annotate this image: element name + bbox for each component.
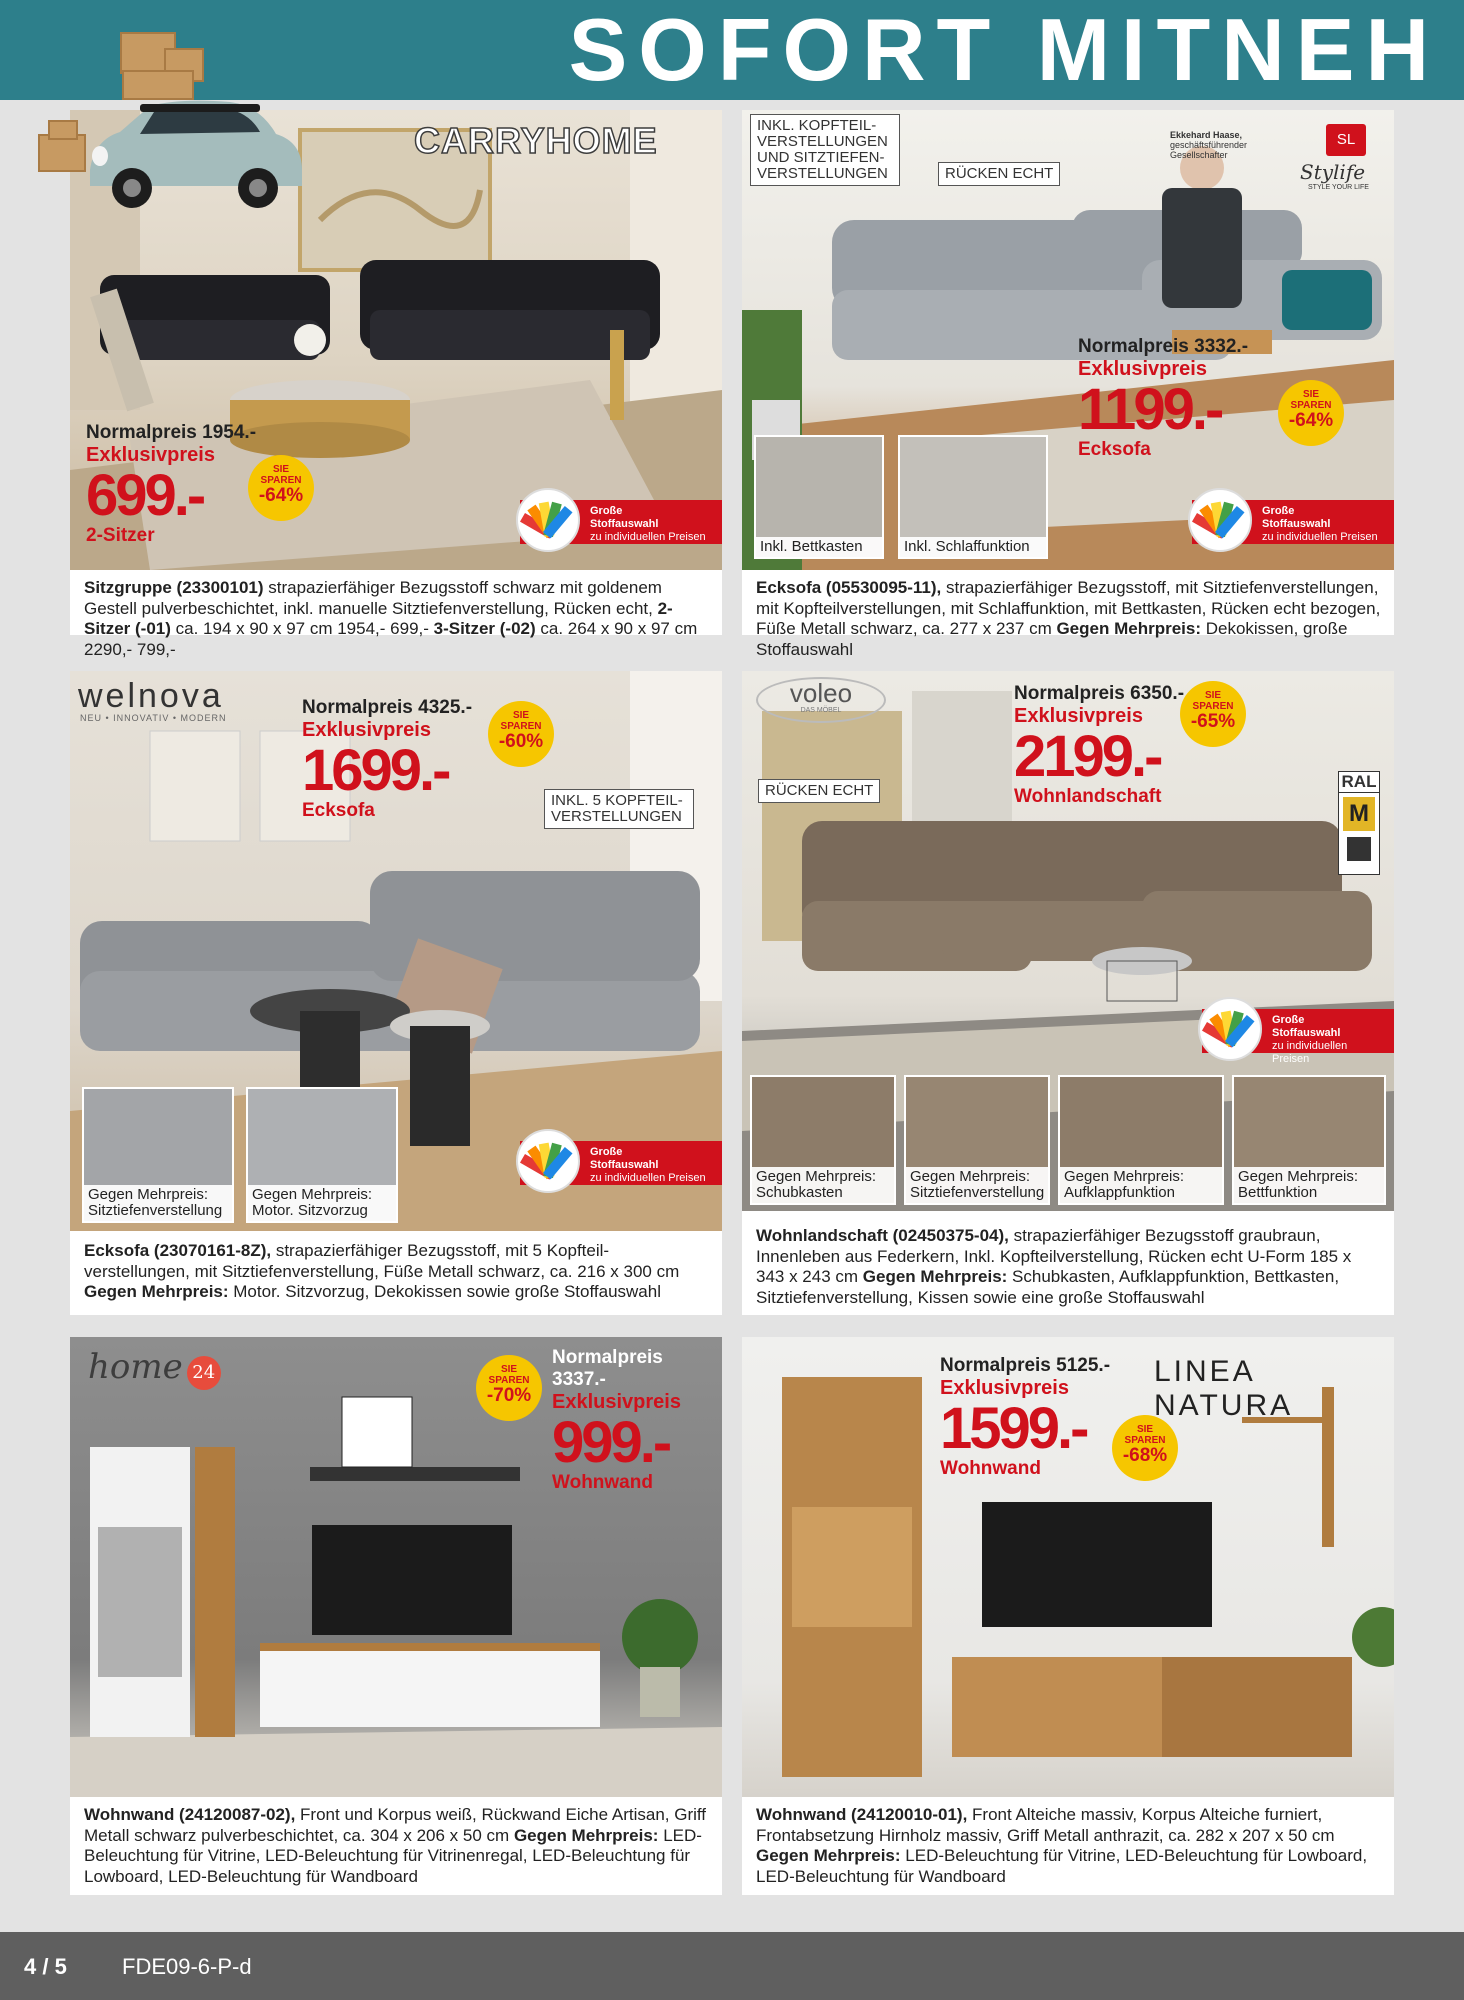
product-card-home24[interactable] (70, 1337, 722, 1895)
inset-sitztiefe (82, 1087, 234, 1223)
brand-logo: voleo (789, 678, 853, 708)
person-name: Ekkehard Haase, (1170, 130, 1243, 140)
stoff-line2: Stoffauswahl (1272, 1027, 1341, 1039)
badge-line1: SIE (272, 464, 290, 475)
desc-bold: Gegen Mehrpreis: (862, 1267, 1008, 1286)
exklusiv-label: Exklusivpreis (552, 1391, 681, 1413)
desc-text: Front und Korpus weiß, Rückwand Eiche Artisan, Griff Metall schwarz pulverbeschichtet, ca. 304 x 206 x 50 cm (84, 1805, 707, 1845)
desc-text2: Dekokissen, große Stoffauswahl (756, 619, 1348, 659)
stoff-line2: Stoffauswahl (590, 1159, 659, 1171)
brand-logo: CARRYHOME (414, 120, 658, 161)
product-card-stylife[interactable] (742, 110, 1394, 659)
inset-caption: Inkl. Schlaffunktion (900, 537, 1046, 557)
brand-subline: STYLE YOUR LIFE (1308, 184, 1369, 191)
badge-percent: -68% (1122, 1445, 1168, 1466)
desc-bold: Gegen Mehrpreis: (756, 1846, 901, 1865)
brand-logo: welnova (78, 677, 224, 715)
inset-bettfunktion (1232, 1075, 1386, 1205)
badge-line2: SPAREN (488, 1375, 530, 1386)
desc-article: Wohnwand (24120010-01), (756, 1805, 968, 1824)
inset-caption: Gegen Mehrpreis: Sitztiefenverstellung (84, 1185, 232, 1221)
inset-sitztiefe (904, 1075, 1050, 1205)
brand-logo: Stylife (1300, 160, 1366, 184)
badge-line1: SIE (1302, 389, 1320, 400)
savings-badge (1180, 681, 1246, 747)
normal-price: Normalpreis 4325.- (302, 697, 473, 718)
brand-logo-num: 24 (187, 1356, 221, 1390)
ral-quality-mark (1338, 771, 1380, 875)
inset-caption: Gegen Mehrpreis: Schubkasten (752, 1167, 894, 1203)
inset-caption: Gegen Mehrpreis: Bettfunktion (1234, 1167, 1384, 1203)
badge-line1: SIE (500, 1364, 518, 1375)
product-label: Ecksofa (302, 800, 375, 821)
product-description (84, 1805, 710, 1887)
desc-article: Ecksofa (23070161-8Z), (84, 1241, 272, 1260)
desc-article: Ecksofa (05530095-11), (756, 578, 942, 597)
badge-line1: SIE (512, 710, 530, 721)
desc-text: strapazierfähiger Bezugsstoff schwarz mit goldenem Gestell pulverbeschichtet, inkl. manuelle Sitztiefenverstellung, Rücken echt, (84, 578, 662, 618)
feature-tag: INKL. 5 KOPFTEIL- VERSTELLUNGEN (544, 789, 694, 829)
stoffauswahl-banner (1202, 1009, 1394, 1065)
normal-price: Normalpreis 6350.- (1014, 683, 1185, 704)
savings-badge (248, 455, 314, 521)
stoff-line2: Stoffauswahl (590, 518, 659, 530)
header-banner (0, 0, 1464, 100)
badge-line2: SPAREN (260, 475, 302, 486)
stoff-line1: Große (590, 1146, 623, 1158)
desc-bold2: 3-Sitzer (-02) (433, 619, 536, 638)
price-block (1014, 683, 1184, 808)
brand-logo-text: home (88, 1347, 183, 1387)
badge-line2: SPAREN (500, 721, 542, 732)
exklusiv-price: 699.- (86, 463, 204, 528)
desc-article: Sitzgruppe (23300101) (84, 578, 264, 597)
product-card-linea-natura[interactable] (742, 1337, 1394, 1895)
inset-schlaffunktion (898, 435, 1048, 559)
badge-line1: SIE (1136, 1424, 1154, 1435)
desc-bold: Gegen Mehrpreis: (84, 1282, 229, 1301)
product-image (742, 671, 1394, 1211)
badge-percent: -64% (1288, 410, 1334, 431)
desc-text2: LED-Beleuchtung für Vitrine, LED-Beleuchtung für Vitrinenregal, LED-Beleuchtung für Lowboard, LED-Beleuchtung für Wandboard (84, 1825, 702, 1886)
badge-percent: -65% (1190, 711, 1236, 732)
stoff-line3: zu individuellen Preisen (1262, 531, 1378, 543)
desc-text3: ca. 264 x 90 x 97 cm 2290,- 799,- (84, 619, 698, 659)
product-label: Ecksofa (1078, 439, 1151, 460)
badge-line1: SIE (1204, 690, 1222, 701)
product-image (742, 110, 1394, 570)
inset-caption: Gegen Mehrpreis: Sitztiefenverstellung (906, 1167, 1048, 1203)
inset-bettkasten (754, 435, 884, 559)
exklusiv-label: Exklusivpreis (940, 1377, 1069, 1399)
desc-article: Wohnwand (24120087-02), (84, 1805, 296, 1824)
badge-line2: SPAREN (1192, 701, 1234, 712)
normal-price: Normalpreis 5125.- (940, 1355, 1111, 1376)
brand-subline: NEU • INNOVATIV • MODERN (80, 713, 227, 723)
normal-price: Normalpreis 3332.- (1078, 336, 1249, 357)
price-block (1078, 336, 1248, 461)
desc-bold: Gegen Mehrpreis: (513, 1825, 659, 1845)
person-title: geschäftsführender Gesellschafter (1170, 140, 1248, 160)
desc-text2: ca. 194 x 90 x 97 cm 1954,- 699,- (170, 619, 434, 638)
ral-label: RAL (1339, 772, 1379, 793)
product-label: Wohnlandschaft (1014, 786, 1162, 807)
stoffauswahl-banner (520, 1141, 722, 1185)
fabric-fan-icon (516, 1129, 580, 1193)
badge-percent: -64% (258, 485, 304, 506)
badge-percent: -70% (486, 1385, 532, 1406)
inset-schubkasten (750, 1075, 896, 1205)
normal-price: Normalpreis 1954.- (86, 422, 257, 443)
exklusiv-label: Exklusivpreis (1078, 358, 1207, 380)
feature-tag: RÜCKEN ECHT (758, 779, 880, 803)
car-illustration (80, 90, 310, 210)
catalog-code: FDE09-6-P-d (122, 1954, 252, 1979)
price-block (940, 1355, 1110, 1480)
fabric-fan-icon (516, 488, 580, 552)
stoffauswahl-banner (1192, 500, 1394, 544)
price-block (86, 422, 256, 547)
page-indicator[interactable]: 4 / 5 (24, 1954, 67, 1979)
person-caption (1170, 130, 1270, 160)
desc-text: Front Alteiche massiv, Korpus Alteiche furniert, Frontabsetzung Hirnholz massiv, Griff Metall anthrazit, ca. 282 x 207 x 50 cm (756, 1805, 1335, 1845)
stoff-line3: zu individuellen Preisen (590, 1172, 706, 1184)
desc-text2: Motor. Sitzvorzug, Dekokissen sowie große Stoffauswahl (228, 1282, 661, 1301)
desc-text: strapazierfähiger Bezugsstoff, mit 5 Kopfteil-verstellungen, mit Sitztiefenverstellung, Füße Metall schwarz, ca. 216 x 300 cm (84, 1241, 680, 1281)
page-footer (0, 1932, 1464, 2000)
brand-logo-frame (756, 677, 886, 723)
stoff-line1: Große (1262, 505, 1295, 517)
badge-line2: SPAREN (1290, 400, 1332, 411)
brand-logo: LINEA NATURA (1154, 1355, 1294, 1422)
product-description (756, 1805, 1382, 1887)
inset-caption: Gegen Mehrpreis: Motor. Sitzvorzug (248, 1185, 396, 1221)
price-block (302, 697, 472, 822)
exklusiv-price: 999.- (552, 1410, 670, 1475)
desc-text2: Schubkasten, Aufklappfunktion, Bettkasten, Sitztiefenverstellung, Kissen sowie eine große Stoffauswahl (756, 1267, 1340, 1307)
exklusiv-label: Exklusivpreis (86, 444, 215, 466)
banner-title: SOFORT MITNEH (568, 0, 1440, 99)
inset-aufklapp (1058, 1075, 1224, 1205)
exklusiv-price: 1199.- (1078, 377, 1222, 442)
product-image (70, 1337, 722, 1797)
inset-caption: Inkl. Bettkasten (756, 537, 882, 557)
feature-tag: INKL. KOPFTEIL- VERSTELLUNGEN UND SITZTIEFEN- VERSTELLUNGEN (750, 114, 900, 186)
stoff-line3: zu individuellen Preisen (590, 531, 706, 543)
product-card-welnova[interactable] (70, 671, 722, 1315)
product-description (756, 578, 1382, 660)
desc-text: strapazierfähiger Bezugsstoff graubraun, Innenleben aus Federkern, Inkl. Kopfteilverstellung, Rücken echt U-Form 185 x 343 x 243 cm (756, 1226, 1352, 1286)
price-block (552, 1347, 722, 1494)
qr-code-icon (1347, 837, 1371, 861)
stylife-mark: SL (1326, 124, 1366, 156)
stoff-line1: Große (1272, 1014, 1305, 1026)
product-label: Wohnwand (552, 1472, 653, 1493)
desc-text2: LED-Beleuchtung für Vitrine, LED-Beleuchtung für Lowboard, LED-Beleuchtung für Wandboard (756, 1846, 1368, 1886)
stoff-line1: Große (590, 505, 623, 517)
product-image (742, 1337, 1394, 1797)
product-image (70, 671, 722, 1231)
exklusiv-label: Exklusivpreis (302, 719, 431, 741)
product-description (84, 1241, 710, 1303)
badge-percent: -60% (498, 731, 544, 752)
feature-tag-ruecken: RÜCKEN ECHT (938, 162, 1060, 186)
stoff-line2: Stoffauswahl (1262, 518, 1331, 530)
desc-bold: 2-Sitzer (-01) (84, 598, 673, 638)
savings-badge (1278, 380, 1344, 446)
fabric-fan-icon (1198, 997, 1262, 1061)
desc-bold: Gegen Mehrpreis: (1056, 619, 1201, 638)
fabric-fan-icon (1188, 488, 1252, 552)
exklusiv-price: 2199.- (1014, 724, 1161, 789)
normal-price: Normalpreis 3337.- (552, 1347, 663, 1390)
product-label: 2-Sitzer (86, 525, 155, 546)
ral-m: M (1343, 797, 1375, 831)
exklusiv-label: Exklusivpreis (1014, 705, 1143, 727)
product-card-voleo[interactable] (742, 671, 1394, 1315)
savings-badge (488, 701, 554, 767)
desc-text: strapazierfähiger Bezugsstoff, mit Sitztiefenverstellungen, mit Kopfteilverstellungen, mit Schlaffunktion, mit Bettkasten, Rücken echt bezogen, Füße Metall schwarz, ca. 277 x 237 cm (756, 578, 1381, 638)
savings-badge (476, 1355, 542, 1421)
exklusiv-price: 1699.- (302, 738, 449, 803)
inset-caption: Gegen Mehrpreis: Aufklappfunktion (1060, 1167, 1222, 1203)
inset-sitzvorzug (246, 1087, 398, 1223)
product-label: Wohnwand (940, 1458, 1041, 1479)
stoff-line3: zu individuellen Preisen (1272, 1040, 1348, 1065)
brand-logo (88, 1347, 221, 1390)
savings-badge (1112, 1415, 1178, 1481)
desc-article: Wohnlandschaft (02450375-04), (756, 1226, 1009, 1245)
brand-subline: DAS MÖBEL (800, 707, 842, 714)
product-description (84, 578, 710, 660)
stoffauswahl-banner (520, 500, 722, 544)
exklusiv-price: 1599.- (940, 1396, 1087, 1461)
product-description (756, 1226, 1382, 1308)
badge-line2: SPAREN (1124, 1435, 1166, 1446)
